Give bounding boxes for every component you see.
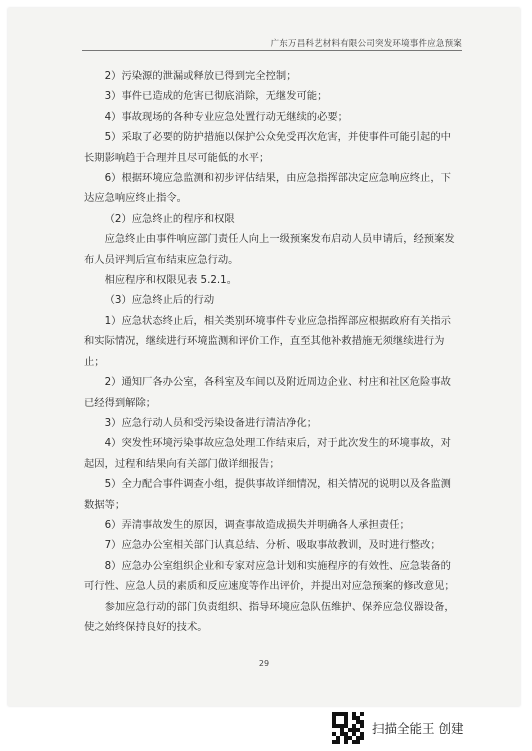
paragraph: 5）全力配合事件调查小组，提供事故详细情况，相关情况的说明以及各监测数据等； [84, 478, 451, 511]
paragraph: 应急终止由事件响应部门责任人向上一级预案发布启动人员申请后，经预案发布人员评判后宣布结束应急行动。 [84, 233, 455, 266]
paragraph: 1）应急状态终止后，相关类别环境事件专业应急指挥部应根据政府有关指示和实际情况，继续进行环境监测和评价工作，直至其他补救措施无须继续进行为止； [84, 314, 451, 368]
paragraph: 2）通知厂各办公室，各科室及车间以及附近周边企业、村庄和社区危险事故已经得到解除； [84, 376, 451, 409]
section-heading: （2）应急终止的程序和权限 [104, 212, 235, 225]
running-header: 广东万昌科艺材料有限公司突发环境事件应急预案 [270, 39, 462, 49]
paragraph: 4）突发性环境污染事故应急处理工作结束后，对于此次发生的环境事故，对起因，过程和结果向有关部门做详细报告； [84, 437, 451, 470]
paragraph: 6）根据环境应急监测和初步评估结果，由应急指挥部决定应急响应终止，下达应急响应终止指令。 [84, 172, 451, 205]
paragraph: 7）应急办公室相关部门认真总结、分析、吸取事故教训，及时进行整改； [104, 539, 441, 552]
scanner-label: 扫描全能王 创建 [372, 721, 464, 736]
paragraph: 3）应急行动人员和受污染设备进行清洁净化； [104, 416, 318, 429]
paragraph: 2）污染源的泄漏或释放已得到完全控制； [104, 70, 297, 82]
header-rule [82, 50, 462, 51]
paragraph: 8）应急办公室组织企业和专家对应急计划和实施程序的有效性、应急装备的可行性、应急人员的素质和反应速度等作出评价，并提出对应急预案的修改意见； [84, 559, 455, 593]
body-text [84, 66, 458, 637]
section-heading: （3）应急终止后的行动 [104, 294, 215, 307]
paragraph: 6）弄清事故发生的原因，调查事故造成损失并明确各人承担责任； [104, 518, 410, 531]
paragraph: 相应程序和权限见表 5.2.1。 [104, 274, 238, 287]
document-page [8, 8, 520, 706]
page-number: 29 [258, 659, 270, 668]
paragraph: 4）事故现场的各种专业应急处置行动无继续的必要； [104, 110, 348, 123]
paragraph: 3）事件已造成的危害已彻底消除，无继发可能； [104, 90, 328, 103]
scanner-footer [332, 712, 463, 744]
paragraph: 参加应急行动的部门负责组织、指导环境应急队伍维护、保养应急仪器设备，使之始终保持良好的技术。 [84, 600, 455, 633]
qr-code-icon [332, 712, 364, 744]
paragraph: 5）采取了必要的防护措施以保护公众免受再次危害，并使事件可能引起的中长期影响趋于合理并且尽可能低的水平； [84, 131, 451, 164]
